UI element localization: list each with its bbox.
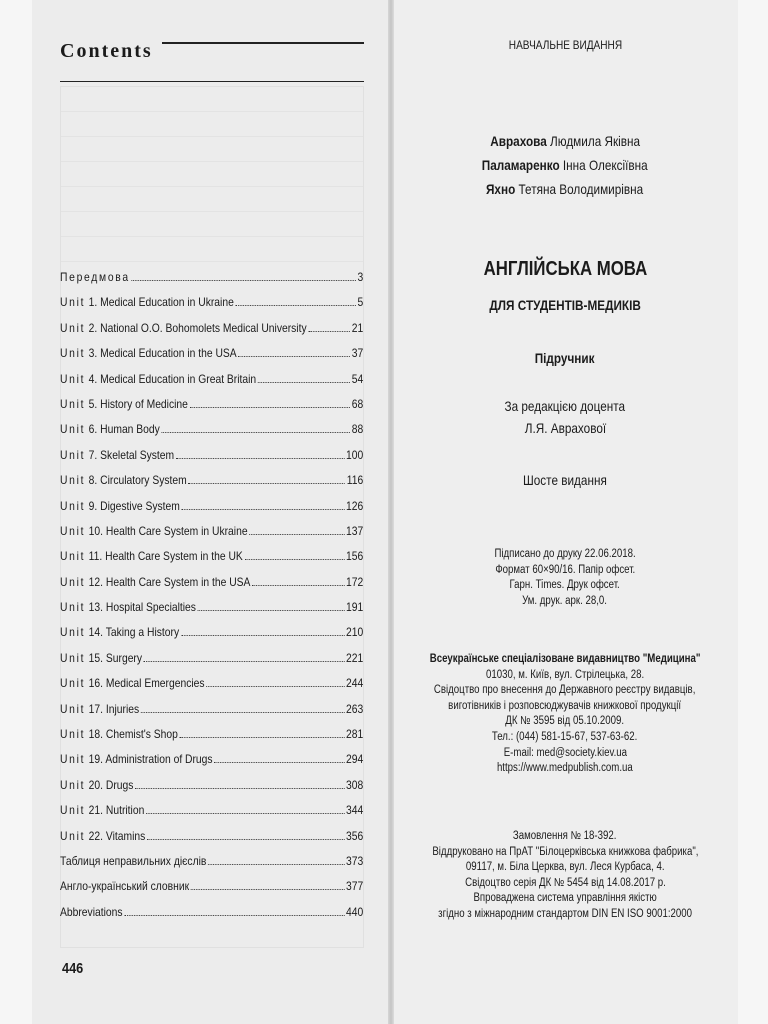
toc-entry-title: 17. Injuries xyxy=(88,701,140,716)
toc-entry xyxy=(60,829,363,854)
toc-entry xyxy=(60,422,363,447)
author-3 xyxy=(392,181,738,197)
publisher-line: 01030, м. Київ, вул. Стрілецька, 28. xyxy=(485,668,645,681)
toc-entry-title: Abbreviations xyxy=(60,904,123,919)
toc-entry-title: 4. Medical Education in Great Britain xyxy=(88,371,257,386)
toc-entry-title: 22. Vitamins xyxy=(88,828,146,843)
toc-entry-title: 7. Skeletal System xyxy=(88,447,175,462)
toc-entry xyxy=(60,676,363,701)
toc-entry-title: 11. Health Care System in the UK xyxy=(88,549,243,564)
toc-dot-leader xyxy=(144,661,345,662)
edition-label-block xyxy=(392,38,738,52)
toc-dot-leader xyxy=(245,559,345,560)
toc-entry-title: 16. Medical Emergencies xyxy=(88,676,205,691)
toc-dot-leader xyxy=(132,280,356,281)
publisher-line: ДК № 3595 від 05.10.2009. xyxy=(505,715,625,728)
publisher-line: Тел.: (044) 581-15-67, 537-63-62. xyxy=(492,730,638,743)
toc-entry-page: 5 xyxy=(357,295,364,310)
edition-label: НАВЧАЛЬНЕ ВИДАННЯ xyxy=(508,38,622,52)
toc-unit-label: Unit xyxy=(60,396,86,411)
toc-entry-page: 156 xyxy=(346,549,364,564)
toc-unit-label: Unit xyxy=(60,701,86,716)
toc-unit-label: Unit xyxy=(60,549,86,564)
author-2-given: Інна Олексіївна xyxy=(563,157,648,173)
toc-entry-page: 210 xyxy=(346,625,364,640)
toc-entry-page: 377 xyxy=(346,879,364,894)
toc-entry-title: 19. Administration of Drugs xyxy=(88,752,213,767)
toc-unit-label: Unit xyxy=(60,600,86,615)
toc-entry-page: 263 xyxy=(346,701,364,716)
toc-entry-page: 21 xyxy=(351,320,364,335)
book-title-block xyxy=(392,258,738,281)
toc-dot-leader xyxy=(236,305,356,306)
author-2 xyxy=(392,157,738,173)
publisher-line: Свідоцтво про внесення до Державного реєстру видавців, xyxy=(434,684,696,697)
heading-rule-bottom xyxy=(60,81,364,82)
toc-unit-label: Unit xyxy=(60,523,86,538)
toc-unit-label: Unit xyxy=(60,422,86,437)
toc-entry-page: 244 xyxy=(346,676,364,691)
toc-dot-leader xyxy=(182,509,345,510)
book-subtitle-block xyxy=(392,297,738,313)
toc-dot-leader xyxy=(214,762,344,763)
toc-unit-label: Unit xyxy=(60,371,86,386)
toc-dot-leader xyxy=(190,407,350,408)
toc-entry-title: Передмова xyxy=(60,270,130,284)
book-title: АНГЛІЙСЬКА МОВА xyxy=(483,258,647,280)
toc-entry-page: 68 xyxy=(351,396,364,411)
author-3-surname: Яхно xyxy=(486,181,516,197)
printer-info xyxy=(392,829,738,923)
editor-line-2: Л.Я. Авраховоï xyxy=(524,420,606,436)
author-1-surname: Аврахова xyxy=(490,133,547,149)
toc-entry xyxy=(60,295,363,320)
toc-entry-title: 10. Health Care System in Ukraine xyxy=(88,523,248,538)
toc-dot-leader xyxy=(162,432,351,433)
toc-entry xyxy=(60,499,363,524)
toc-dot-leader xyxy=(308,331,350,332)
toc-entry xyxy=(60,372,363,397)
book-subtitle: ДЛЯ СТУДЕНТІВ-МЕДИКІВ xyxy=(489,297,641,313)
book-type-block xyxy=(392,350,738,366)
printer-line: Свідоцтво серія ДК № 5454 від 14.08.2017 р. xyxy=(464,876,666,889)
print-info-line: Формат 60×90/16. Папір офсет. xyxy=(495,563,635,576)
printer-line: Впроваджена система управління якістю xyxy=(473,892,657,905)
toc-entry xyxy=(60,397,363,422)
toc-entry-title: 14. Taking a History xyxy=(88,625,180,640)
toc-unit-label: Unit xyxy=(60,752,86,767)
table-of-contents xyxy=(60,270,364,930)
toc-entry-title: 1. Medical Education in Ukraine xyxy=(88,295,234,310)
toc-dot-leader xyxy=(146,813,344,814)
toc-entry-title: 2. National O.O. Bohomolets Medical University xyxy=(88,320,307,335)
toc-dot-leader xyxy=(181,635,344,636)
toc-entry-page: 172 xyxy=(346,574,364,589)
toc-entry-title: 12. Health Care System in the USA xyxy=(88,574,251,589)
toc-unit-label: Unit xyxy=(60,828,86,843)
book-type: Підручник xyxy=(535,350,595,366)
toc-dot-leader xyxy=(258,382,350,383)
toc-entry xyxy=(60,854,363,879)
toc-entry-page: 440 xyxy=(346,904,364,919)
toc-dot-leader xyxy=(191,889,344,890)
toc-entry-title: Таблиця неправильних дієслів xyxy=(60,853,207,868)
toc-entry-page: 3 xyxy=(357,270,364,284)
author-1 xyxy=(392,133,738,149)
toc-dot-leader xyxy=(206,686,344,687)
toc-entry xyxy=(60,702,363,727)
toc-unit-label: Unit xyxy=(60,320,86,335)
publisher-line: виготівників і розповсюджувачів книжкової продукції xyxy=(448,699,682,712)
toc-dot-leader xyxy=(252,585,344,586)
toc-unit-label: Unit xyxy=(60,727,86,742)
author-2-surname: Паламаренко xyxy=(482,157,560,173)
toc-entry xyxy=(60,575,363,600)
toc-entry xyxy=(60,346,363,371)
print-info-line: Гарн. Times. Друк офсет. xyxy=(509,579,621,592)
toc-unit-label: Unit xyxy=(60,676,86,691)
toc-entry xyxy=(60,321,363,346)
toc-dot-leader xyxy=(249,534,344,535)
toc-dot-leader xyxy=(141,712,344,713)
toc-entry-title: 9. Digestive System xyxy=(88,498,180,513)
toc-unit-label: Unit xyxy=(60,574,86,589)
toc-entry xyxy=(60,803,363,828)
edition-number: Шосте видання xyxy=(523,472,607,488)
toc-entry-page: 54 xyxy=(351,371,364,386)
publisher-info xyxy=(392,652,738,777)
toc-dot-leader xyxy=(147,839,344,840)
toc-unit-label: Unit xyxy=(60,650,86,665)
toc-entry-page: 294 xyxy=(346,752,364,767)
toc-entry-page: 344 xyxy=(346,803,364,818)
toc-entry xyxy=(60,473,363,498)
toc-entry xyxy=(60,600,363,625)
toc-entry-title: Англо-український словник xyxy=(60,879,190,894)
toc-entry-page: 37 xyxy=(351,346,364,361)
editor-line-1-block xyxy=(392,398,738,414)
toc-entry xyxy=(60,524,363,549)
toc-entry xyxy=(60,905,363,930)
toc-entry-title: 8. Circulatory System xyxy=(88,473,187,488)
toc-unit-label: Unit xyxy=(60,777,86,792)
toc-entry-title: 5. History of Medicine xyxy=(88,396,188,411)
print-info-line: Підписано до друку 22.06.2018. xyxy=(494,548,636,560)
print-info xyxy=(392,547,738,609)
publisher-email: E-mail: med@society.kiev.ua xyxy=(503,746,627,759)
toc-entry-page: 281 xyxy=(346,727,364,742)
toc-entry-page: 126 xyxy=(346,498,364,513)
toc-entry xyxy=(60,778,363,803)
toc-entry-title: 21. Nutrition xyxy=(88,803,145,818)
printer-line: Замовлення № 18-392. xyxy=(513,830,617,842)
edition-number-block xyxy=(392,472,738,488)
toc-unit-label: Unit xyxy=(60,498,86,513)
heading-rule-top xyxy=(162,42,364,44)
toc-entry-title: 15. Surgery xyxy=(88,650,143,665)
toc-entry-title: 20. Drugs xyxy=(88,777,134,792)
toc-entry xyxy=(60,549,363,574)
toc-entry xyxy=(60,752,363,777)
toc-entry xyxy=(60,625,363,650)
toc-entry xyxy=(60,727,363,752)
editor-line-2-block xyxy=(392,420,738,436)
toc-dot-leader xyxy=(124,915,344,916)
page-number: 446 xyxy=(62,960,84,977)
toc-unit-label: Unit xyxy=(60,803,86,818)
toc-entry xyxy=(60,448,363,473)
contents-heading: Contents xyxy=(60,40,153,62)
publisher-website: https://www.medpublish.com.ua xyxy=(497,762,633,775)
toc-dot-leader xyxy=(198,610,345,611)
print-info-line: Ум. друк. арк. 28,0. xyxy=(522,594,608,607)
toc-entry-page: 137 xyxy=(346,523,364,538)
toc-entry-page: 221 xyxy=(346,650,364,665)
toc-entry-page: 100 xyxy=(346,447,364,462)
toc-dot-leader xyxy=(135,788,344,789)
toc-entry-page: 191 xyxy=(346,600,364,615)
author-1-given: Людмила Яківна xyxy=(549,133,640,149)
toc-entry-page: 88 xyxy=(351,422,364,437)
toc-unit-label: Unit xyxy=(60,473,86,488)
publisher-name: Всеукраїнське спеціалізоване видавництво "Медицина" xyxy=(429,653,701,665)
toc-dot-leader xyxy=(238,356,350,357)
author-3-given: Тетяна Володимирівна xyxy=(518,181,644,197)
toc-unit-label: Unit xyxy=(60,625,86,640)
printer-line: 09117, м. Біла Церква, вул. Леся Курбаса, 4. xyxy=(465,861,665,874)
toc-unit-label: Unit xyxy=(60,346,86,361)
printer-line: згідно з міжнародним стандартом DIN EN ISO 9001:2000 xyxy=(438,907,692,920)
toc-entry-page: 116 xyxy=(346,473,364,488)
toc-entry xyxy=(60,651,363,676)
toc-unit-label: Unit xyxy=(60,295,86,310)
toc-dot-leader xyxy=(188,483,345,484)
toc-entry-page: 356 xyxy=(346,828,364,843)
toc-dot-leader xyxy=(176,458,344,459)
toc-dot-leader xyxy=(208,864,344,865)
toc-entry xyxy=(60,879,363,904)
toc-entry-page: 308 xyxy=(346,777,364,792)
toc-dot-leader xyxy=(180,737,345,738)
editor-line-1: За редакцією доцента xyxy=(504,398,626,414)
printer-line: Віддруковано на ПрАТ "Білоцерківська книжкова фабрика", xyxy=(431,845,699,858)
toc-entry-page: 373 xyxy=(346,853,364,868)
toc-entry xyxy=(60,270,363,295)
toc-entry-title: 6. Human Body xyxy=(88,422,160,437)
toc-entry-title: 18. Chemist's Shop xyxy=(88,727,178,742)
toc-entry-title: 13. Hospital Specialties xyxy=(88,600,196,615)
toc-unit-label: Unit xyxy=(60,447,86,462)
toc-entry-title: 3. Medical Education in the USA xyxy=(88,346,237,361)
